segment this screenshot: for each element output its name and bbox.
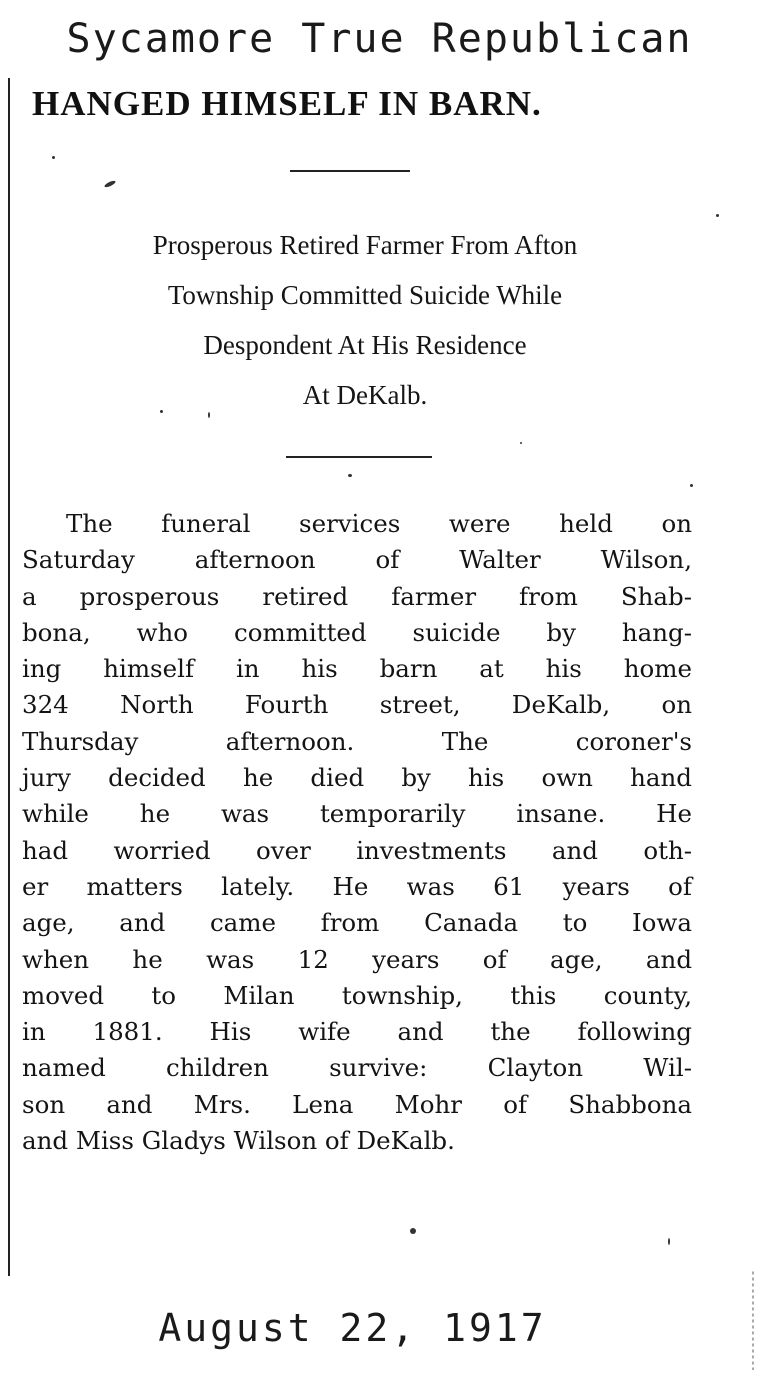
body-line: a prosperous retired farmer from Shab- [22, 581, 692, 611]
body-line: ing himself in his barn at his home [22, 654, 692, 684]
divider-rule [290, 170, 410, 172]
body-line: er matters lately. He was 61 years of [22, 871, 692, 901]
body-line: jury decided he died by his own hand [22, 763, 692, 793]
deck-line: Township Committed Suicide While [167, 280, 563, 310]
body-line: when he was 12 years of age, and [22, 944, 692, 974]
publication-date: August 22, 1917 [158, 1306, 547, 1350]
body-line: named children survive: Clayton Wil- [22, 1053, 692, 1083]
body-line: son and Mrs. Lena Mohr of Shabbona [22, 1089, 692, 1119]
body-line: The funeral services were held on [66, 509, 692, 538]
scan-speck [410, 1228, 416, 1234]
body-line: Saturday afternoon of Walter Wilson, [22, 545, 692, 575]
body-line: Thursday afternoon. The coroner's [22, 726, 692, 756]
scan-edge-artifact [752, 1270, 754, 1370]
body-line: and Miss Gladys Wilson of DeKalb. [22, 1126, 455, 1156]
scan-speck [52, 156, 55, 159]
body-line: age, and came from Canada to Iowa [22, 908, 692, 938]
scan-speck [520, 442, 522, 444]
body-line: bona, who committed suicide by hang- [22, 617, 692, 647]
scan-speck [160, 410, 163, 413]
deck-line: Prosperous Retired Farmer From Afton [152, 230, 578, 260]
scan-speck [716, 214, 719, 217]
headline: HANGED HIMSELF IN BARN. [32, 84, 542, 123]
body-line: had worried over investments and oth- [22, 835, 692, 865]
body-line: while he was temporarily insane. He [22, 799, 692, 829]
newspaper-clipping [8, 78, 710, 1276]
article-body [22, 506, 692, 1159]
scan-speck [690, 484, 693, 487]
scan-speck [208, 412, 210, 418]
body-line: moved to Milan township, this county, [22, 980, 692, 1010]
divider-rule [286, 456, 432, 458]
scan-speck [348, 474, 352, 477]
body-line: in 1881. His wife and the following [22, 1017, 692, 1047]
deck-line: At DeKalb. [302, 380, 428, 410]
body-line: 324 North Fourth street, DeKalb, on [22, 690, 692, 720]
deck-line: Despondent At His Residence [203, 330, 527, 360]
subheadline-deck [20, 220, 710, 420]
scan-speck [668, 1238, 670, 1245]
masthead: Sycamore True Republican [66, 16, 693, 62]
